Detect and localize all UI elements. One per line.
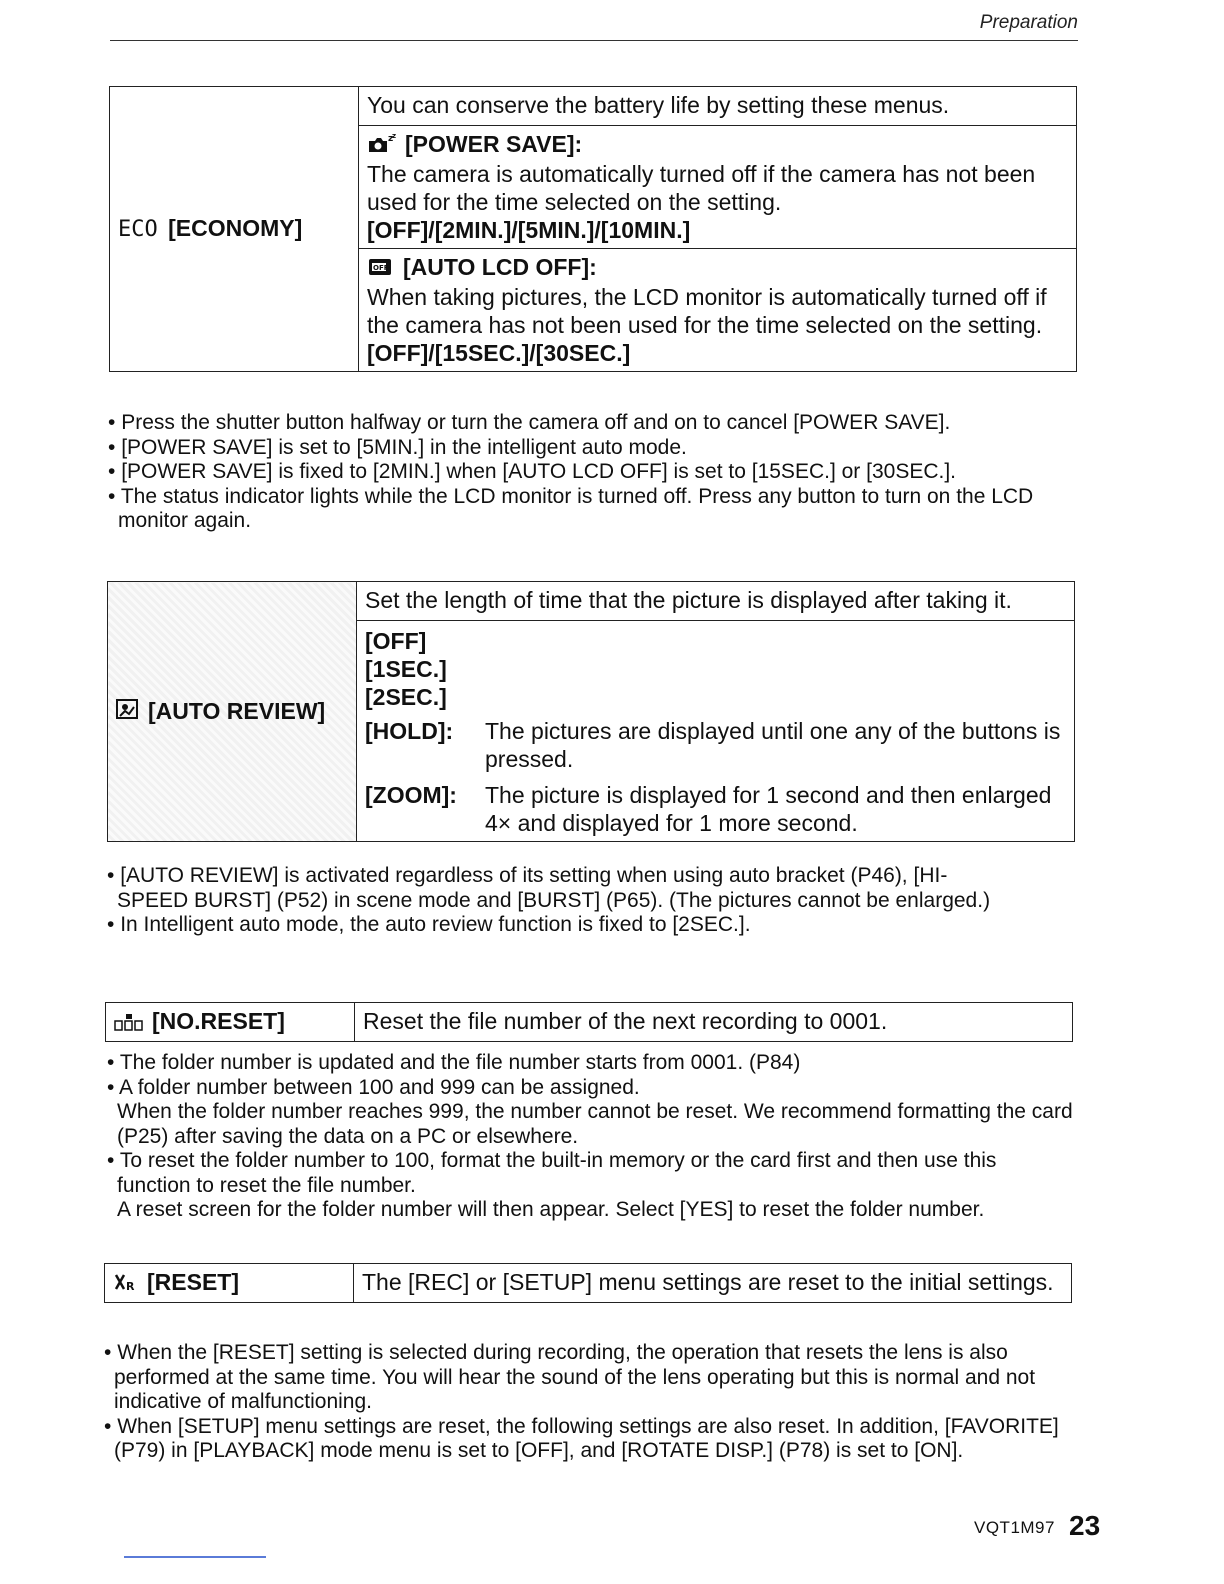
power-save-icon: [367, 132, 397, 160]
header-rule: [110, 40, 1078, 41]
option-zoom-row: [365, 781, 1066, 837]
auto-lcd-off-title: [AUTO LCD OFF]:: [403, 253, 597, 280]
economy-table: [109, 86, 1077, 372]
power-save-options: [OFF]/[2MIN.]/[5MIN.]/[10MIN.]: [367, 216, 691, 243]
list-item: • When the [RESET] setting is selected during recording, the operation that resets the lens is also performed at the same time. You will hear the sound of the lens operating but this is normal and not indicative of malfunctioning.: [104, 1341, 1036, 1413]
svg-text:z: z: [388, 133, 394, 144]
svg-text:R: R: [126, 1279, 135, 1292]
no-reset-label-cell: [106, 1003, 355, 1042]
option-zoom-desc: The picture is displayed for 1 second and then enlarged 4× and displayed for 1 more second.: [485, 782, 1052, 836]
economy-label: [ECONOMY]: [168, 214, 303, 241]
file-number-icon: [114, 1009, 144, 1037]
model-code: VQT1M97: [974, 1518, 1055, 1537]
economy-notes: [108, 411, 1078, 534]
economy-label-cell: [110, 87, 359, 372]
no-reset-label: [NO.RESET]: [152, 1008, 285, 1035]
list-item: • In Intelligent auto mode, the auto review function is fixed to [2SEC.].: [107, 913, 751, 936]
auto-review-icon: [116, 698, 140, 726]
eco-icon: ECO: [118, 216, 158, 242]
list-item: • To reset the folder number to 100, format the built-in memory or the card first and then use this function to reset the file number.: [107, 1149, 997, 1197]
option-off: [OFF]: [365, 628, 427, 654]
auto-lcd-off-desc: When taking pictures, the LCD monitor is automatically turned off if the camera has not been used for the time selected on the setting.: [367, 283, 1047, 338]
reset-icon: [113, 1270, 139, 1298]
list-item: • The folder number is updated and the file number starts from 0001. (P84): [107, 1051, 801, 1074]
option-2sec: [2SEC.]: [365, 684, 447, 710]
auto-lcd-off-options: [OFF]/[15SEC.]/[30SEC.]: [367, 339, 631, 366]
svg-text:z: z: [392, 131, 397, 140]
svg-text:OFF: OFF: [373, 263, 389, 272]
option-hold-desc: The pictures are displayed until one any of the buttons is pressed.: [485, 718, 1061, 772]
lcd-off-icon: [367, 255, 395, 283]
reset-notes: [104, 1341, 1076, 1464]
section-header: Preparation: [979, 12, 1078, 33]
list-item: • When [SETUP] menu settings are reset, the following settings are also reset. In addition, [FAVORITE] (P79) in [PLAYBACK] mode menu is set to [OFF], and [ROTATE DISP.] (P78) is set to [ON].: [104, 1414, 1059, 1462]
reset-table: [104, 1263, 1072, 1303]
auto-review-table: [107, 581, 1075, 842]
no-reset-desc: Reset the file number of the next recording to 0001.: [355, 1003, 1073, 1042]
power-save-cell: [359, 126, 1077, 249]
auto-review-intro: Set the length of time that the picture is displayed after taking it.: [357, 582, 1075, 621]
power-save-desc: The camera is automatically turned off if the camera has not been used for the time selected on the setting.: [367, 160, 1036, 215]
auto-review-label: [AUTO REVIEW]: [148, 697, 326, 724]
reset-label: [RESET]: [147, 1269, 239, 1295]
list-item: • A folder number between 100 and 999 can be assigned.: [107, 1075, 640, 1099]
list-item-continuation: When the folder number reaches 999, the number cannot be reset. We recommend formatting the card (P25) after saving the data on a PC or elsewhere.: [117, 1100, 1073, 1148]
no-reset-table: [105, 1002, 1073, 1042]
list-item: • The status indicator lights while the LCD monitor is turned off. Press any button to turn on the LCD monitor again.: [108, 484, 1034, 532]
reset-label-cell: [105, 1264, 354, 1303]
list-item: • Press the shutter button halfway or turn the camera off and on to cancel [POWER SAVE].: [108, 411, 951, 434]
auto-lcd-off-cell: [359, 248, 1077, 371]
auto-review-label-cell: [108, 582, 357, 842]
list-item-continuation: A reset screen for the folder number will then appear. Select [YES] to reset the folder number.: [117, 1198, 985, 1221]
auto-review-options-cell: [357, 621, 1075, 842]
option-hold-row: [365, 717, 1066, 773]
reset-desc: The [REC] or [SETUP] menu settings are reset to the initial settings.: [354, 1264, 1072, 1303]
option-1sec: [1SEC.]: [365, 656, 447, 682]
option-hold: [HOLD]:: [365, 718, 454, 744]
power-save-title: [POWER SAVE]:: [405, 131, 583, 157]
bottom-accent-bar: [124, 1556, 266, 1558]
option-zoom: [ZOOM]:: [365, 782, 457, 808]
economy-intro: You can conserve the battery life by setting these menus.: [359, 87, 1077, 126]
list-item: • [POWER SAVE] is set to [5MIN.] in the intelligent auto mode.: [108, 435, 687, 459]
no-reset-notes: [107, 1051, 1075, 1223]
list-item: • [AUTO REVIEW] is activated regardless of its setting when using auto bracket (P46), [HI-SPEED BURST] (P52) in scene mode and [BURST] (P65). (The pictures cannot be enlarged.): [107, 864, 991, 912]
page-number: 23: [1069, 1510, 1101, 1541]
auto-review-notes: [107, 864, 1007, 938]
list-item: • [POWER SAVE] is fixed to [2MIN.] when [AUTO LCD OFF] is set to [15SEC.] or [30SEC.].: [108, 460, 956, 483]
